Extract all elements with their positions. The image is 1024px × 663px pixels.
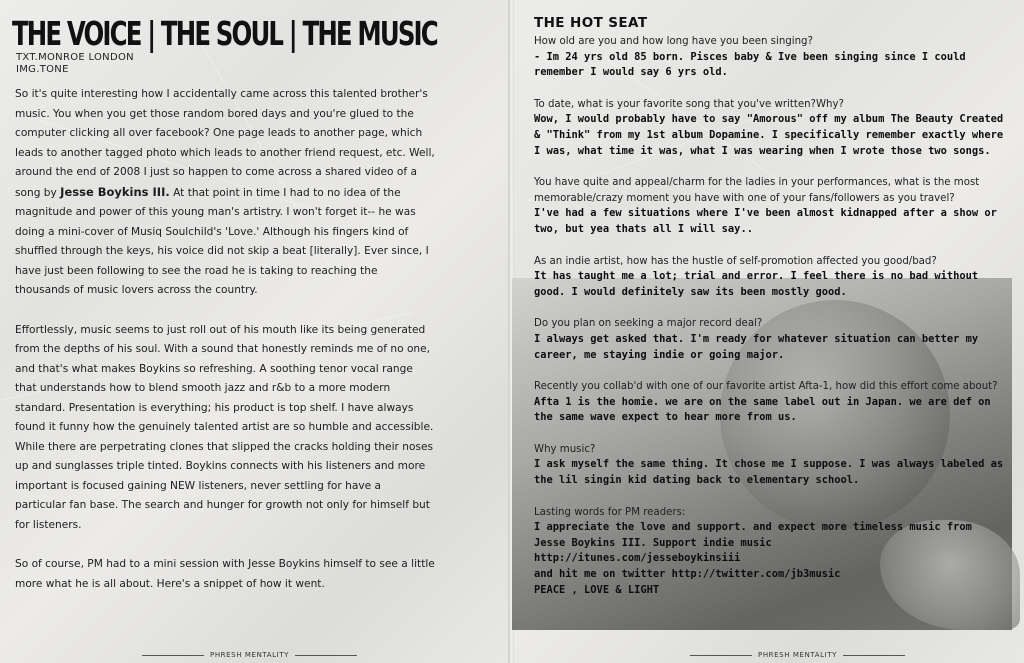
question: As an indie artist, how has the hustle of self-promotion affected you good/bad? <box>534 255 937 267</box>
intro-paragraph-2: Effortlessly, music seems to just roll out of his mouth like its being generated from the depths of his soul. With a sound that honestly reminds me of no one, and that's what makes Boykins so refreshing. A soothing tenor vocal range that understands how to blend smooth jazz and r&b to a more modern standard. Presentation is everything; his product is top shelf. I have always found it funny how the genuinely talented artist are so humble and accessible. While there are perpetrating clones that slipped the cracks holding their noses up and sunglasses triple tinted. Boykins connects with his listeners and more important is focused gaining NEW listeners, never settling for have a particular fan base. The search and hunger for growth not only for himself but for listeners. <box>15 323 434 531</box>
interview-section <box>534 14 1004 598</box>
qa-item <box>534 97 1004 159</box>
footer-label: PHRESH MENTALITY <box>210 651 290 659</box>
left-footer <box>136 651 363 659</box>
answer: I've had a few situations where I've been almost kidnapped after a show or two, but yea thats all I will say.. <box>534 207 997 235</box>
text-credit: TXT.MONROE LONDON <box>16 52 134 63</box>
answer: Wow, I would probably have to say "Amorous" off my album The Beauty Created & "Think" from my 1st album Dopamine. I specifically remember exactly where I was, what time it was, what I was wearing when I wrote those two songs. <box>534 113 1004 157</box>
question: Do you plan on seeking a major record deal? <box>534 318 763 330</box>
question: To date, what is your favorite song that you've written?Why? <box>534 98 844 110</box>
answer: It has taught me a lot; trial and error. I feel there is no bad without good. I would definitely saw its been mostly good. <box>534 270 979 298</box>
question: Lasting words for PM readers: <box>534 506 686 518</box>
answer: I appreciate the love and support. and expect more timeless music from Jesse Boykins III. Support indie music <box>534 521 972 549</box>
answer: I always get asked that. I'm ready for whatever situation can better my career, me staying indie or going major. <box>534 332 979 361</box>
qa-item <box>534 34 1004 81</box>
interview-heading: THE HOT SEAT <box>534 15 648 31</box>
qa-item <box>534 379 1004 426</box>
twitter-line[interactable]: and hit me on twitter http://twitter.com/jb3music <box>534 568 841 581</box>
intro-paragraph-1: So it's quite interesting how I accidentally came across this talented brother's music. You when you get those random bored days and you're glued to the computer clicking all over facebook? One page leads to another page, which leads to another tagged photo which leads to another friend request, etc. Well, around the end of 2008 I just so happen to come across a shared video of a song by Jesse Boykins III. At that point in time I had to no idea of the magnitude and power of this young man's artistry. I won't forget it-- he was doing a mini-cover of Musiq Soulchild's 'Love.' Although his fingers kind of shuffled through the keys, his voice did not skip a beat [literally]. Ever since, I have just been following to see the road he is taking to reaching the thousands of music lovers across the country. <box>15 88 435 297</box>
qa-item <box>534 175 1004 237</box>
answer: - Im 24 yrs old 85 born. Pisces baby & Ive been singing since I could remember I would say 6 yrs old. <box>534 50 966 79</box>
qa-item <box>534 505 1004 599</box>
article-title: THE VOICE | THE SOUL | THE MUSIC <box>12 14 437 53</box>
qa-item <box>534 254 1004 301</box>
sign-off: PEACE , LOVE & LIGHT <box>534 583 660 596</box>
article-credits <box>16 52 134 76</box>
question: Why music? <box>534 443 596 455</box>
question: You have quite and appeal/charm for the ladies in your performances, what is the most memorable/crazy moment you have with one of your fans/followers as you travel? <box>534 177 980 204</box>
article-body <box>15 85 435 594</box>
image-credit: IMG.TONE <box>16 64 69 75</box>
qa-item <box>534 442 1004 489</box>
answer: I ask myself the same thing. It chose me I suppose. I was always labeled as the lil singin kid dating back to elementary school. <box>534 458 1004 487</box>
itunes-link[interactable]: http://itunes.com/jesseboykinsiii <box>534 552 741 565</box>
right-footer <box>684 651 911 659</box>
artist-name: Jesse Boykins III. <box>60 184 170 199</box>
question: Recently you collab'd with one of our favorite artist Afta-1, how did this effort come about? <box>534 381 998 393</box>
qa-item <box>534 316 1004 363</box>
question: How old are you and how long have you been singing? <box>534 36 813 47</box>
intro-paragraph-3: So of course, PM had to a mini session with Jesse Boykins himself to see a little more what he is all about. Here's a snippet of how it went. <box>15 558 435 590</box>
answer: Afta 1 is the homie. we are on the same label out in Japan. we are def on the same wave expect to hear more from us. <box>534 395 991 424</box>
footer-label: PHRESH MENTALITY <box>758 651 838 659</box>
